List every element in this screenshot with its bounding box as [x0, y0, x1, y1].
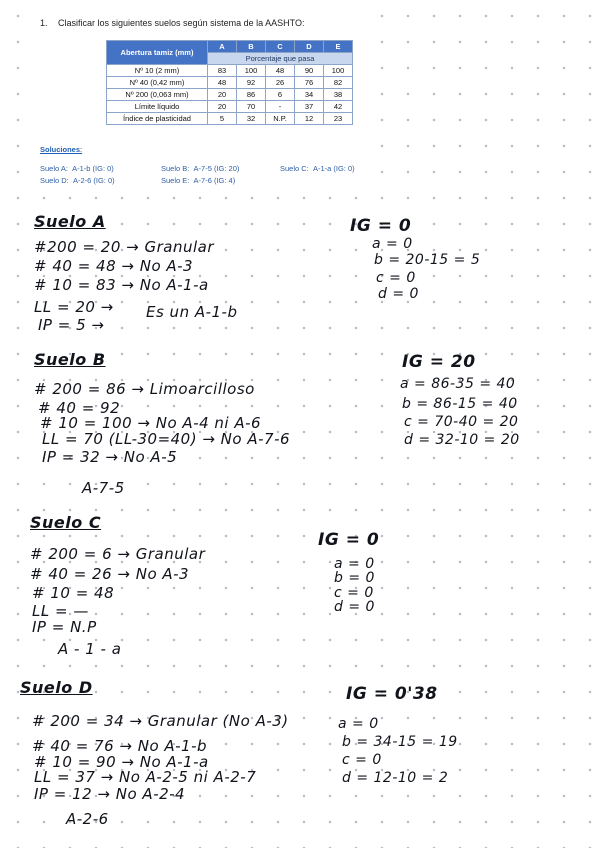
- row-label: Nº 40 (0,42 mm): [107, 77, 208, 89]
- cell: 48: [266, 65, 295, 77]
- suelo-b-title: Suelo B: [34, 350, 106, 369]
- suelo-b-result: A-7-5: [82, 479, 125, 497]
- cell: 76: [295, 77, 324, 89]
- row-label: Límite líquido: [107, 101, 208, 113]
- solution-d: [40, 176, 115, 185]
- suelo-d-ig-line: b = 34-15 = 19: [342, 734, 458, 750]
- suelo-b-ig: IG = 20: [402, 352, 476, 372]
- suelo-c-line: IP = N.P: [32, 618, 97, 636]
- cell: -: [266, 101, 295, 113]
- suelo-a-line: # 10 = 83 → No A-1-a: [34, 276, 209, 294]
- suelo-d-ig-line: d = 12-10 = 2: [342, 770, 449, 786]
- cell: 12: [295, 113, 324, 125]
- table-row: [107, 89, 353, 101]
- solution-name: Suelo E:: [161, 176, 190, 185]
- row-label: Índice de plasticidad: [107, 113, 208, 125]
- suelo-d-ig-line: c = 0: [342, 752, 382, 768]
- cell: 26: [266, 77, 295, 89]
- suelo-a-title: Suelo A: [34, 212, 106, 231]
- cell: 86: [237, 89, 266, 101]
- suelo-b-ig-line: d = 32-10 = 20: [404, 432, 520, 448]
- suelo-a-ig-line: b = 20-15 = 5: [374, 252, 481, 268]
- suelo-c-result: A - 1 - a: [58, 640, 122, 658]
- suelo-d-line: # 10 = 90 → No A-1-a: [34, 753, 209, 771]
- suelo-b-ig-line: a = 86-35 = 40: [400, 376, 516, 392]
- cell: 90: [295, 65, 324, 77]
- suelo-c-title: Suelo C: [30, 513, 102, 532]
- suelo-d-line: # 40 = 76 → No A-1-b: [32, 737, 208, 755]
- suelo-b-line: # 10 = 100 → No A-4 ni A-6: [40, 414, 262, 432]
- solutions-label-text: Soluciones: [40, 145, 81, 154]
- cell: 100: [324, 65, 353, 77]
- cell: 70: [237, 101, 266, 113]
- solution-value: A-1-a (IG: 0): [312, 164, 355, 173]
- suelo-b-ig-line: c = 70-40 = 20: [404, 414, 519, 430]
- solution-name: Suelo A:: [40, 164, 68, 173]
- table-row: [107, 101, 353, 113]
- suelo-a-ig-line: d = 0: [378, 286, 419, 302]
- sieve-table: [106, 40, 353, 125]
- problem-statement: [40, 18, 304, 28]
- table-row: [107, 77, 353, 89]
- solution-c: [280, 164, 355, 173]
- suelo-a-ig: IG = 0: [350, 216, 412, 236]
- cell: 20: [208, 89, 237, 101]
- solution-name: Suelo C:: [280, 164, 309, 173]
- table-row: [107, 65, 353, 77]
- cell: 32: [237, 113, 266, 125]
- suelo-a-ig-line: c = 0: [376, 270, 416, 286]
- suelo-d-ig-line: a = 0: [338, 716, 379, 732]
- solution-value: A-2-6 (IG: 0): [72, 176, 115, 185]
- solution-value: A-7-6 (IG: 4): [193, 176, 236, 185]
- suelo-b-line: LL = 70 (LL-30=40) → No A-7-6: [42, 430, 291, 448]
- suelo-a-line: # 40 = 48 → No A-3: [34, 257, 194, 275]
- solution-value: A-7-5 (IG: 20): [193, 164, 240, 173]
- column-header: D: [295, 41, 324, 53]
- cell: 92: [237, 77, 266, 89]
- suelo-c-ig-line: b = 0: [334, 570, 375, 586]
- cell: 34: [295, 89, 324, 101]
- suelo-a-line: #200 = 20 → Granular: [34, 238, 215, 256]
- suelo-a-ig-line: a = 0: [372, 236, 413, 252]
- cell: 82: [324, 77, 353, 89]
- suelo-c-ig-line: a = 0: [334, 556, 375, 572]
- suelo-a-conclusion: Es un A-1-b: [146, 303, 238, 321]
- suelo-c-line: # 40 = 26 → No A-3: [30, 565, 190, 583]
- suelo-d-result: A-2-6: [66, 810, 109, 828]
- suelo-c-ig: IG = 0: [318, 530, 380, 550]
- cell: 38: [324, 89, 353, 101]
- cell: N.P.: [266, 113, 295, 125]
- suelo-d-ig: IG = 0'38: [346, 684, 438, 704]
- suelo-d-title: Suelo D: [20, 678, 93, 697]
- cell: 20: [208, 101, 237, 113]
- solution-value: A-1-b (IG: 0): [72, 164, 114, 173]
- column-header: E: [324, 41, 353, 53]
- problem-number: 1.: [40, 18, 48, 28]
- suelo-d-line: LL = 37 → No A-2-5 ni A-2-7: [34, 768, 257, 786]
- suelo-a-line: IP = 5 →: [38, 316, 105, 334]
- solution-b: [161, 164, 239, 173]
- column-header: C: [266, 41, 295, 53]
- cell: 5: [208, 113, 237, 125]
- table-row: [107, 113, 353, 125]
- solutions-label: [40, 145, 82, 154]
- cell: 23: [324, 113, 353, 125]
- suelo-c-ig-line: c = 0: [334, 585, 374, 601]
- suelo-b-line: IP = 32 → No A-5: [42, 448, 178, 466]
- cell: 100: [237, 65, 266, 77]
- suelo-c-line: LL = —: [32, 602, 89, 620]
- solutions-colon: :: [80, 145, 83, 154]
- suelo-c-ig-line: d = 0: [334, 599, 375, 615]
- suelo-b-ig-line: b = 86-15 = 40: [402, 396, 518, 412]
- table-subheader: Porcentaje que pasa: [208, 53, 353, 65]
- suelo-c-line: # 200 = 6 → Granular: [30, 545, 206, 563]
- column-header: B: [237, 41, 266, 53]
- suelo-c-line: # 10 = 48: [32, 584, 115, 602]
- suelo-b-line: # 200 = 86 → Limoarcilloso: [34, 380, 255, 398]
- solution-a: [40, 164, 114, 173]
- cell: 6: [266, 89, 295, 101]
- problem-panel: [28, 10, 380, 188]
- cell: 48: [208, 77, 237, 89]
- problem-text: Clasificar los siguientes suelos según sistema de la AASHTO:: [58, 18, 305, 28]
- column-header: A: [208, 41, 237, 53]
- solution-name: Suelo D:: [40, 176, 69, 185]
- suelo-b-line: # 40 = 92: [38, 399, 121, 417]
- suelo-a-line: LL = 20 →: [34, 298, 114, 316]
- cell: 42: [324, 101, 353, 113]
- cell: 83: [208, 65, 237, 77]
- cell: 37: [295, 101, 324, 113]
- solution-name: Suelo B:: [161, 164, 190, 173]
- suelo-d-line: IP = 12 → No A-2-4: [34, 785, 186, 803]
- row-label: Nº 200 (0,063 mm): [107, 89, 208, 101]
- suelo-d-line: # 200 = 34 → Granular (No A-3): [32, 712, 289, 730]
- table-corner-header: Abertura tamiz (mm): [107, 41, 208, 65]
- solution-e: [161, 176, 235, 185]
- row-label: Nº 10 (2 mm): [107, 65, 208, 77]
